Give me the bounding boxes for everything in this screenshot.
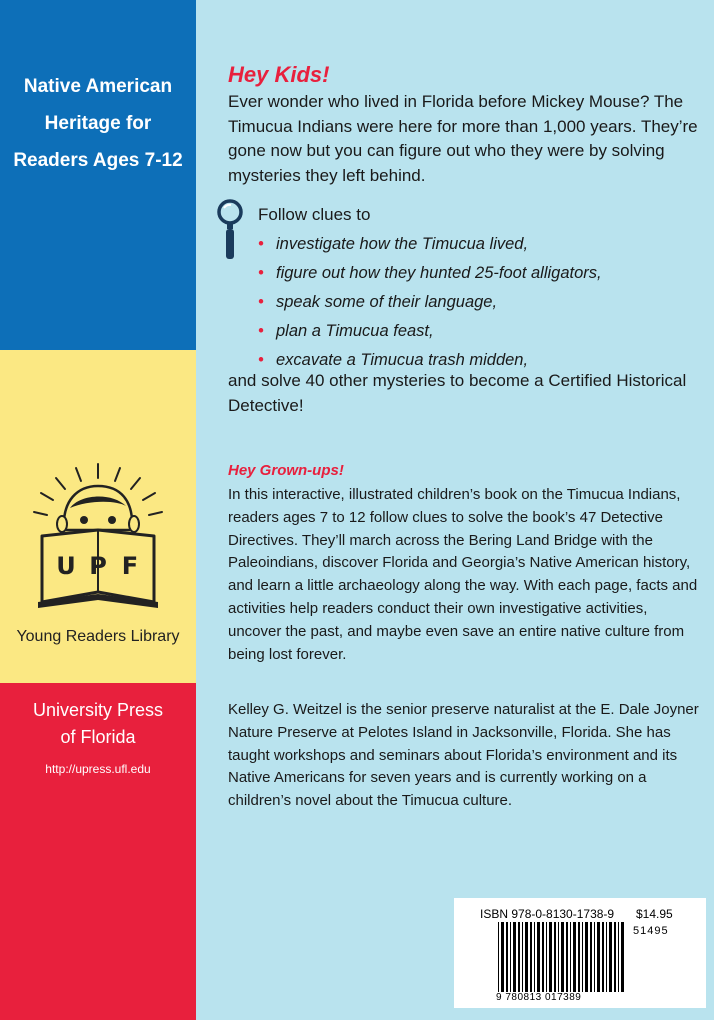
grownups-heading: Hey Grown-ups! <box>228 462 344 479</box>
kids-outro-paragraph: and solve 40 other mysteries to become a Certified Historical Detective! <box>228 371 687 415</box>
publisher-name-line: of Florida <box>60 727 136 747</box>
magnifying-glass-icon <box>214 198 246 262</box>
list-item <box>258 259 602 288</box>
barcode-bar <box>609 922 612 992</box>
barcode-bar <box>573 922 576 992</box>
clue-text: figure out how they hunted 25-foot alligators, <box>276 264 602 282</box>
barcode-bar <box>506 922 508 992</box>
barcode-bar <box>542 922 544 992</box>
logo-caption: Young Readers Library <box>16 628 180 645</box>
clue-text: excavate a Timucua trash midden, <box>276 351 529 369</box>
barcode-bar <box>537 922 540 992</box>
barcode-bar <box>614 922 616 992</box>
barcode-bar <box>561 922 564 992</box>
barcode-bar <box>558 922 559 992</box>
list-item <box>258 230 602 259</box>
bullet: • <box>258 235 264 253</box>
barcode-bar <box>597 922 600 992</box>
bullet: • <box>258 293 264 311</box>
isbn-barcode <box>498 922 626 992</box>
barcode-bar <box>618 922 619 992</box>
publisher-url[interactable]: http://upress.ufl.edu <box>45 762 151 776</box>
clue-text: investigate how the Timucua lived, <box>276 235 529 253</box>
barcode-bar <box>570 922 571 992</box>
isbn-label: ISBN 978-0-8130-1738-9 <box>480 907 615 921</box>
price-code: 51495 <box>633 925 669 937</box>
series-title-line: Native American <box>23 76 173 97</box>
barcode-bar <box>510 922 511 992</box>
author-bio: Kelley G. Weitzel is the senior preserve naturalist at the E. Dale Joyner Nature Preserve at Pelotes Island in Jacksonville, Florida. She has taught workshops and seminars about Florida’s environment and its Native Americans for seven years and is currently working on a children’s novel about the Timucua culture. <box>228 701 699 810</box>
barcode-box <box>454 898 706 1008</box>
series-title <box>0 68 196 179</box>
kids-intro-paragraph: Ever wonder who lived in Florida before Mickey Mouse? The Timucua Indians were here for more than 1,000 years. They’re gone now but you can figure out who they were by solving mysteries they left behind. <box>228 92 698 185</box>
logo-letter-p: P <box>89 552 107 580</box>
barcode-bar <box>582 922 583 992</box>
clues-intro: Follow clues to <box>258 205 371 224</box>
bullet: • <box>258 351 264 369</box>
series-title-line: Heritage for <box>44 113 152 134</box>
barcode-bar <box>525 922 528 992</box>
barcode-bar <box>566 922 568 992</box>
grownups-paragraph: In this interactive, illustrated children’s book on the Timucua Indians, readers ages 7 to 12 follow clues to solve the book’s 47 Detective Directives. They’ll march across the Bering Land Bridge with the Paleoindians, discover Florida and Georgia’s Native American history, and learn a little archaeology along the way. With each page, facts and activities help readers conduct their own investigative activities, uncover the past, and maybe even save an entire native culture from being lost forever. <box>228 486 698 663</box>
series-title-line: Readers Ages 7-12 <box>13 150 183 171</box>
barcode-bar <box>602 922 604 992</box>
barcode-bar <box>513 922 516 992</box>
logo-letter-f: F <box>121 552 139 580</box>
logo-letter-u: U <box>56 552 76 580</box>
barcode-bar <box>534 922 535 992</box>
clues-list <box>258 230 602 375</box>
barcode-bar <box>501 922 504 992</box>
list-item <box>258 317 602 346</box>
publisher-name <box>0 697 196 751</box>
isbn-digits: 9 780813 017389 <box>496 992 582 1003</box>
barcode-bar <box>594 922 595 992</box>
barcode-bar <box>621 922 624 992</box>
barcode-bar <box>530 922 532 992</box>
publisher-name-line: University Press <box>32 700 164 720</box>
barcode-bar <box>522 922 523 992</box>
list-item <box>258 288 602 317</box>
barcode-bar <box>578 922 580 992</box>
right-panel <box>196 0 714 1020</box>
bullet: • <box>258 322 264 340</box>
barcode-bar <box>590 922 592 992</box>
barcode-bar <box>498 922 499 992</box>
barcode-bar <box>546 922 547 992</box>
clue-text: plan a Timucua feast, <box>276 322 434 340</box>
barcode-bar <box>518 922 520 992</box>
bullet: • <box>258 264 264 282</box>
barcode-bar <box>585 922 588 992</box>
barcode-bar <box>554 922 556 992</box>
kids-heading: Hey Kids! <box>228 62 330 87</box>
left-sidebar <box>0 0 196 1020</box>
upf-reader-logo <box>28 460 168 620</box>
barcode-bar <box>549 922 552 992</box>
barcode-bar <box>606 922 607 992</box>
price-label: $14.95 <box>636 907 673 921</box>
clue-text: speak some of their language, <box>276 293 498 311</box>
